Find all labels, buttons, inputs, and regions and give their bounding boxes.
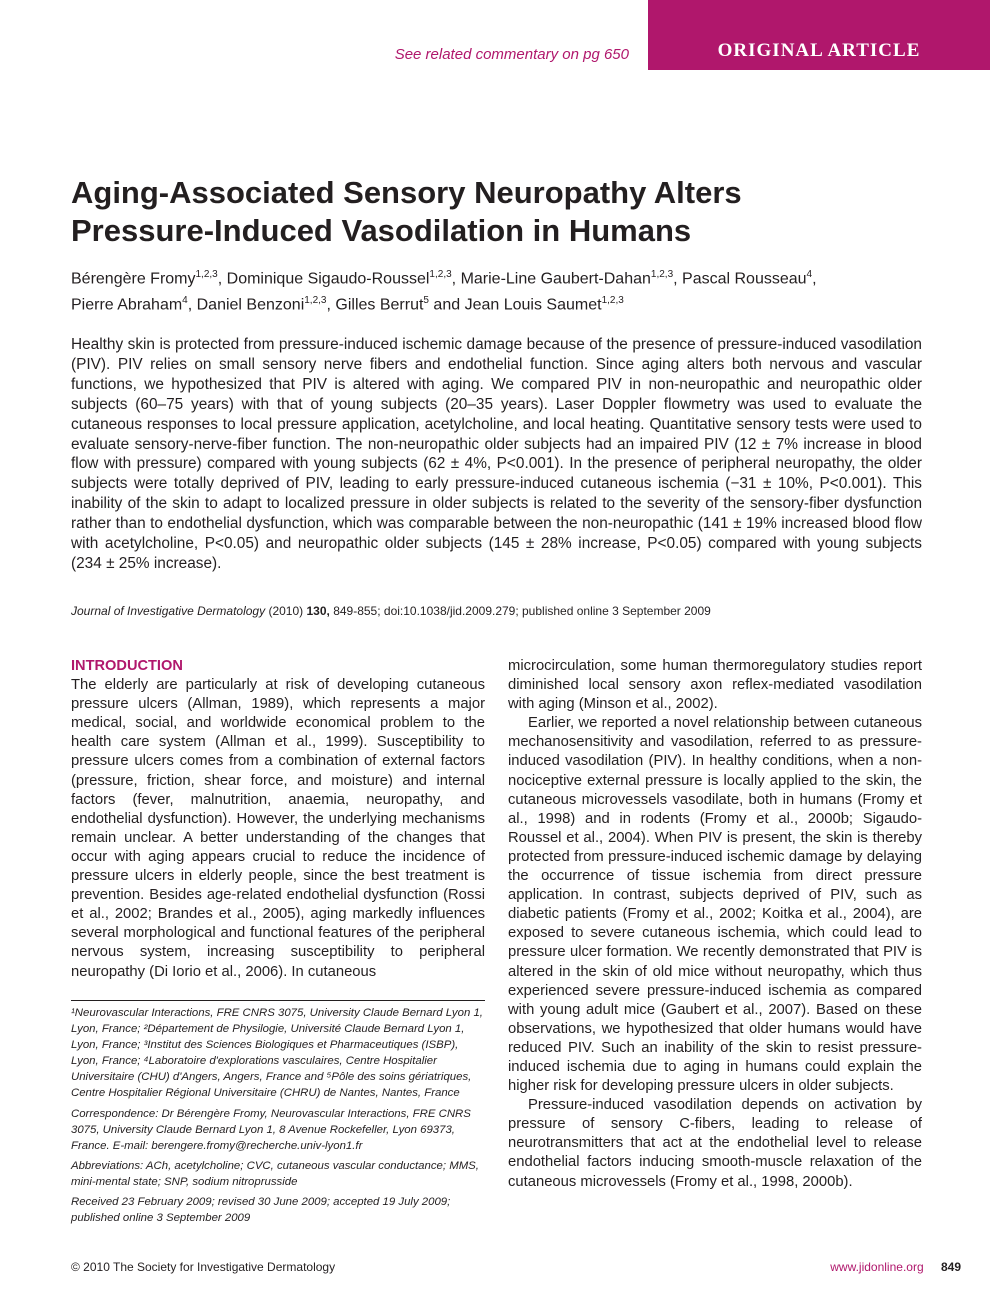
copyright-notice: © 2010 The Society for Investigative Dermatology <box>71 1260 336 1274</box>
article-title-line-1: Aging-Associated Sensory Neuropathy Alters <box>71 175 742 210</box>
author-name: Daniel Benzoni <box>196 296 305 314</box>
footnote-divider <box>71 1000 485 1001</box>
author-affiliation-marker: 4 <box>806 269 813 280</box>
author-affiliation-marker: 1,2,3 <box>304 295 327 307</box>
introduction-paragraph: Earlier, we reported a novel relationship between cutaneous mechanosensitivity and vasodilation, referred to as pressure-induced vasodilation (PIV). In healthy conditions, when a non-nociceptive external pressure is locally applied to the skin, the cutaneous microvessels vasodilate, both in humans (Fromy et al., 1998) and in rodents (Fromy et al., 2000b; Sigaudo-Roussel et al., 2004). When PIV is present, the skin is thereby protected from pressure-induced ischemic damage by delaying the occurrence of tissue ischemia from direct pressure application. In contrast, subjects deprived of PIV, such as diabetic patients (Fromy et al., 2002; Koitka et al., 2004), are exposed to severe cutaneous ischemia, which could lead to pressure ulcer formation. We recently demonstrated that PIV is altered in the skin of old mice without neuropathy, which thus experienced severe pressure-induced ischemia as compared with young adult mice (Gaubert et al., 2007). Based on these observations, we hypothesized that older humans would have reduced PIV. Such an inability of the skin to resist pressure-induced ischemia due to aging in humans could explain the higher risk for developing pressure ulcers in older subjects. <box>508 715 922 1095</box>
citation-year: (2010) <box>268 604 304 618</box>
author-affiliation-marker: 5 <box>423 295 429 307</box>
correspondence-footnote: Correspondence: Dr Bérengère Fromy, Neurovascular Interactions, FRE CNRS 3075, University Claude Bernard Lyon 1, 8 Avenue Rockefeller, Lyon 69373, France. E-mail: berengere.fromy@recherche.univ-lyon1.fr <box>71 1107 471 1152</box>
author-affiliation-marker: 4 <box>182 295 188 307</box>
footnotes <box>71 1005 485 1230</box>
left-column <box>71 657 485 982</box>
page-footer <box>830 1260 961 1274</box>
author-name: Pierre Abraham <box>71 296 183 314</box>
article-title <box>71 174 921 250</box>
article-title-line-2: Pressure-Induced Vasodilation in Humans <box>71 213 692 248</box>
received-dates-footnote: Received 23 February 2009; revised 30 June 2009; accepted 19 July 2009; published online 3 September 2009 <box>71 1196 451 1225</box>
author-list: Bérengère Fromy$^{1,2,3}$, Dominique Sigaudo-Roussel$^{1,2,3}$, Marie-Line Gaubert-Dahan$^{1,2,3}$, Pascal Rousseau$^4$, Pierre Abraham$^4$, Daniel Benzoni$^{1,2,3}$, Gilles Berrut$^5$ and Jean Louis Saumet$^{1,2,3}$ <box>71 269 817 314</box>
citation-details: 849-855; doi:10.1038/jid.2009.279; published online 3 September 2009 <box>333 604 711 618</box>
author-affiliation-marker: 1,2,3 <box>650 269 674 280</box>
right-column <box>508 657 922 1192</box>
author-name: Pascal Rousseau <box>682 270 807 288</box>
journal-website-link[interactable]: www.jidonline.org <box>830 1260 924 1274</box>
introduction-heading: INTRODUCTION <box>71 658 183 674</box>
author-name: Marie-Line Gaubert-Dahan <box>460 270 651 288</box>
introduction-paragraph: The elderly are particularly at risk of developing cutaneous pressure ulcers (Allman, 1989), which represents a major medical, social, and worldwide economical problem to the health care system (Allman et al., 1999). Susceptibility to pressure ulcers comes from a combination of external factors (pressure, friction, shear force, and moisture) and internal factors (fever, malnutrition, anaemia, neuropathy, and endothelial dysfunction). However, the underlying mechanisms remain unclear. A better understanding of the changes that occur with aging appears crucial to reduce the incidence of pressure ulcers in elderly people, since the best treatment is prevention. Besides age-related endothelial dysfunction (Rossi et al., 2002; Brandes et al., 2005), aging markedly influences several morphological and functional features of the peripheral nervous system, increasing susceptibility to peripheral neuropathy (Di Iorio et al., 2006). In cutaneous <box>71 677 485 980</box>
related-commentary-link[interactable]: See related commentary on pg 650 <box>394 46 629 63</box>
affiliations-footnote: ¹Neurovascular Interactions, FRE CNRS 3075, University Claude Bernard Lyon 1, Lyon, France; ²Département de Physilogie, Université Claude Bernard Lyon 1, Lyon, France; ³Institut des Sciences Biologiques et Pharmaceutiques (ISBP), Lyon, France; ⁴Laboratoire d'explorations vasculaires, Centre Hospitalier Universitaire (CHU) d'Angers, Angers, France and ⁵Pôle des soins gériatriques, Centre Hospitalier Régional Universitaire (CHRU) de Nantes, Nantes, France <box>71 1007 483 1100</box>
author-name: Bérengère Fromy <box>71 270 196 288</box>
author-name: Jean Louis Saumet <box>464 296 602 314</box>
article-type-label: ORIGINAL ARTICLE <box>717 40 921 61</box>
author-affiliation-marker: 1,2,3 <box>601 295 624 307</box>
citation-line <box>71 603 931 619</box>
author-name: Gilles Berrut <box>335 296 424 314</box>
author-affiliation-marker: 1,2,3 <box>195 269 218 280</box>
abstract: Healthy skin is protected from pressure-induced ischemic damage because of the presence of pressure-induced vasodilation (PIV). PIV relies on small sensory nerve fibers and endothelial function. Since aging alters both nervous and vascular functions, we hypothesized that PIV is altered with aging. We compared PIV in non-neuropathic and neuropathic older subjects (60–75 years) with that of young subjects (20–35 years). Laser Doppler flowmetry was used to evaluate the cutaneous responses to local pressure application, acetylcholine, and local heating. Quantitative sensory tests were used to evaluate sensory-nerve-fiber function. The non-neuropathic older subjects had an impaired PIV (12 ± 7% increase in blood flow with pressure) compared with young subjects (62 ± 4%, P<0.001). In the presence of peripheral neuropathy, the older subjects were totally deprived of PIV, leading to early pressure-induced cutaneous ischemia (−31 ± 10%, P<0.001). This inability of the skin to adapt to localized pressure in older subjects is related to the severity of the sensory-fiber dysfunction rather than to endothelial dysfunction, which was comparable between the non-neuropathic (141 ± 19% increased blood flow with acetylcholine, P<0.05) and neuropathic older subjects (145 ± 28% increase, P<0.05) compared with young subjects (234 ± 25% increase). <box>71 336 922 572</box>
author-affiliation-marker: 1,2,3 <box>429 269 452 280</box>
author-name: Dominique Sigaudo-Roussel <box>226 270 430 288</box>
citation-volume: 130, <box>306 604 330 618</box>
abbreviations-footnote: Abbreviations: ACh, acetylcholine; CVC, cutaneous vascular conductance; MMS, mini-mental state; SNP, sodium nitroprusside <box>71 1159 479 1188</box>
page-number: 849 <box>940 1260 961 1274</box>
introduction-paragraph: microcirculation, some human thermoregulatory studies report diminished local sensory axon reflex-mediated vasodilation with aging (Minson et al., 2002). <box>508 658 922 713</box>
journal-name: Journal of Investigative Dermatology <box>71 604 266 618</box>
introduction-paragraph: Pressure-induced vasodilation depends on activation by pressure of sensory C-fibers, leading to release of neurotransmitters that act at the endothelial level to release endothelial factors inducing smooth-muscle relaxation of the cutaneous microvessels (Fromy et al., 1998, 2000b). <box>508 1097 922 1190</box>
article-type-banner <box>648 0 990 70</box>
